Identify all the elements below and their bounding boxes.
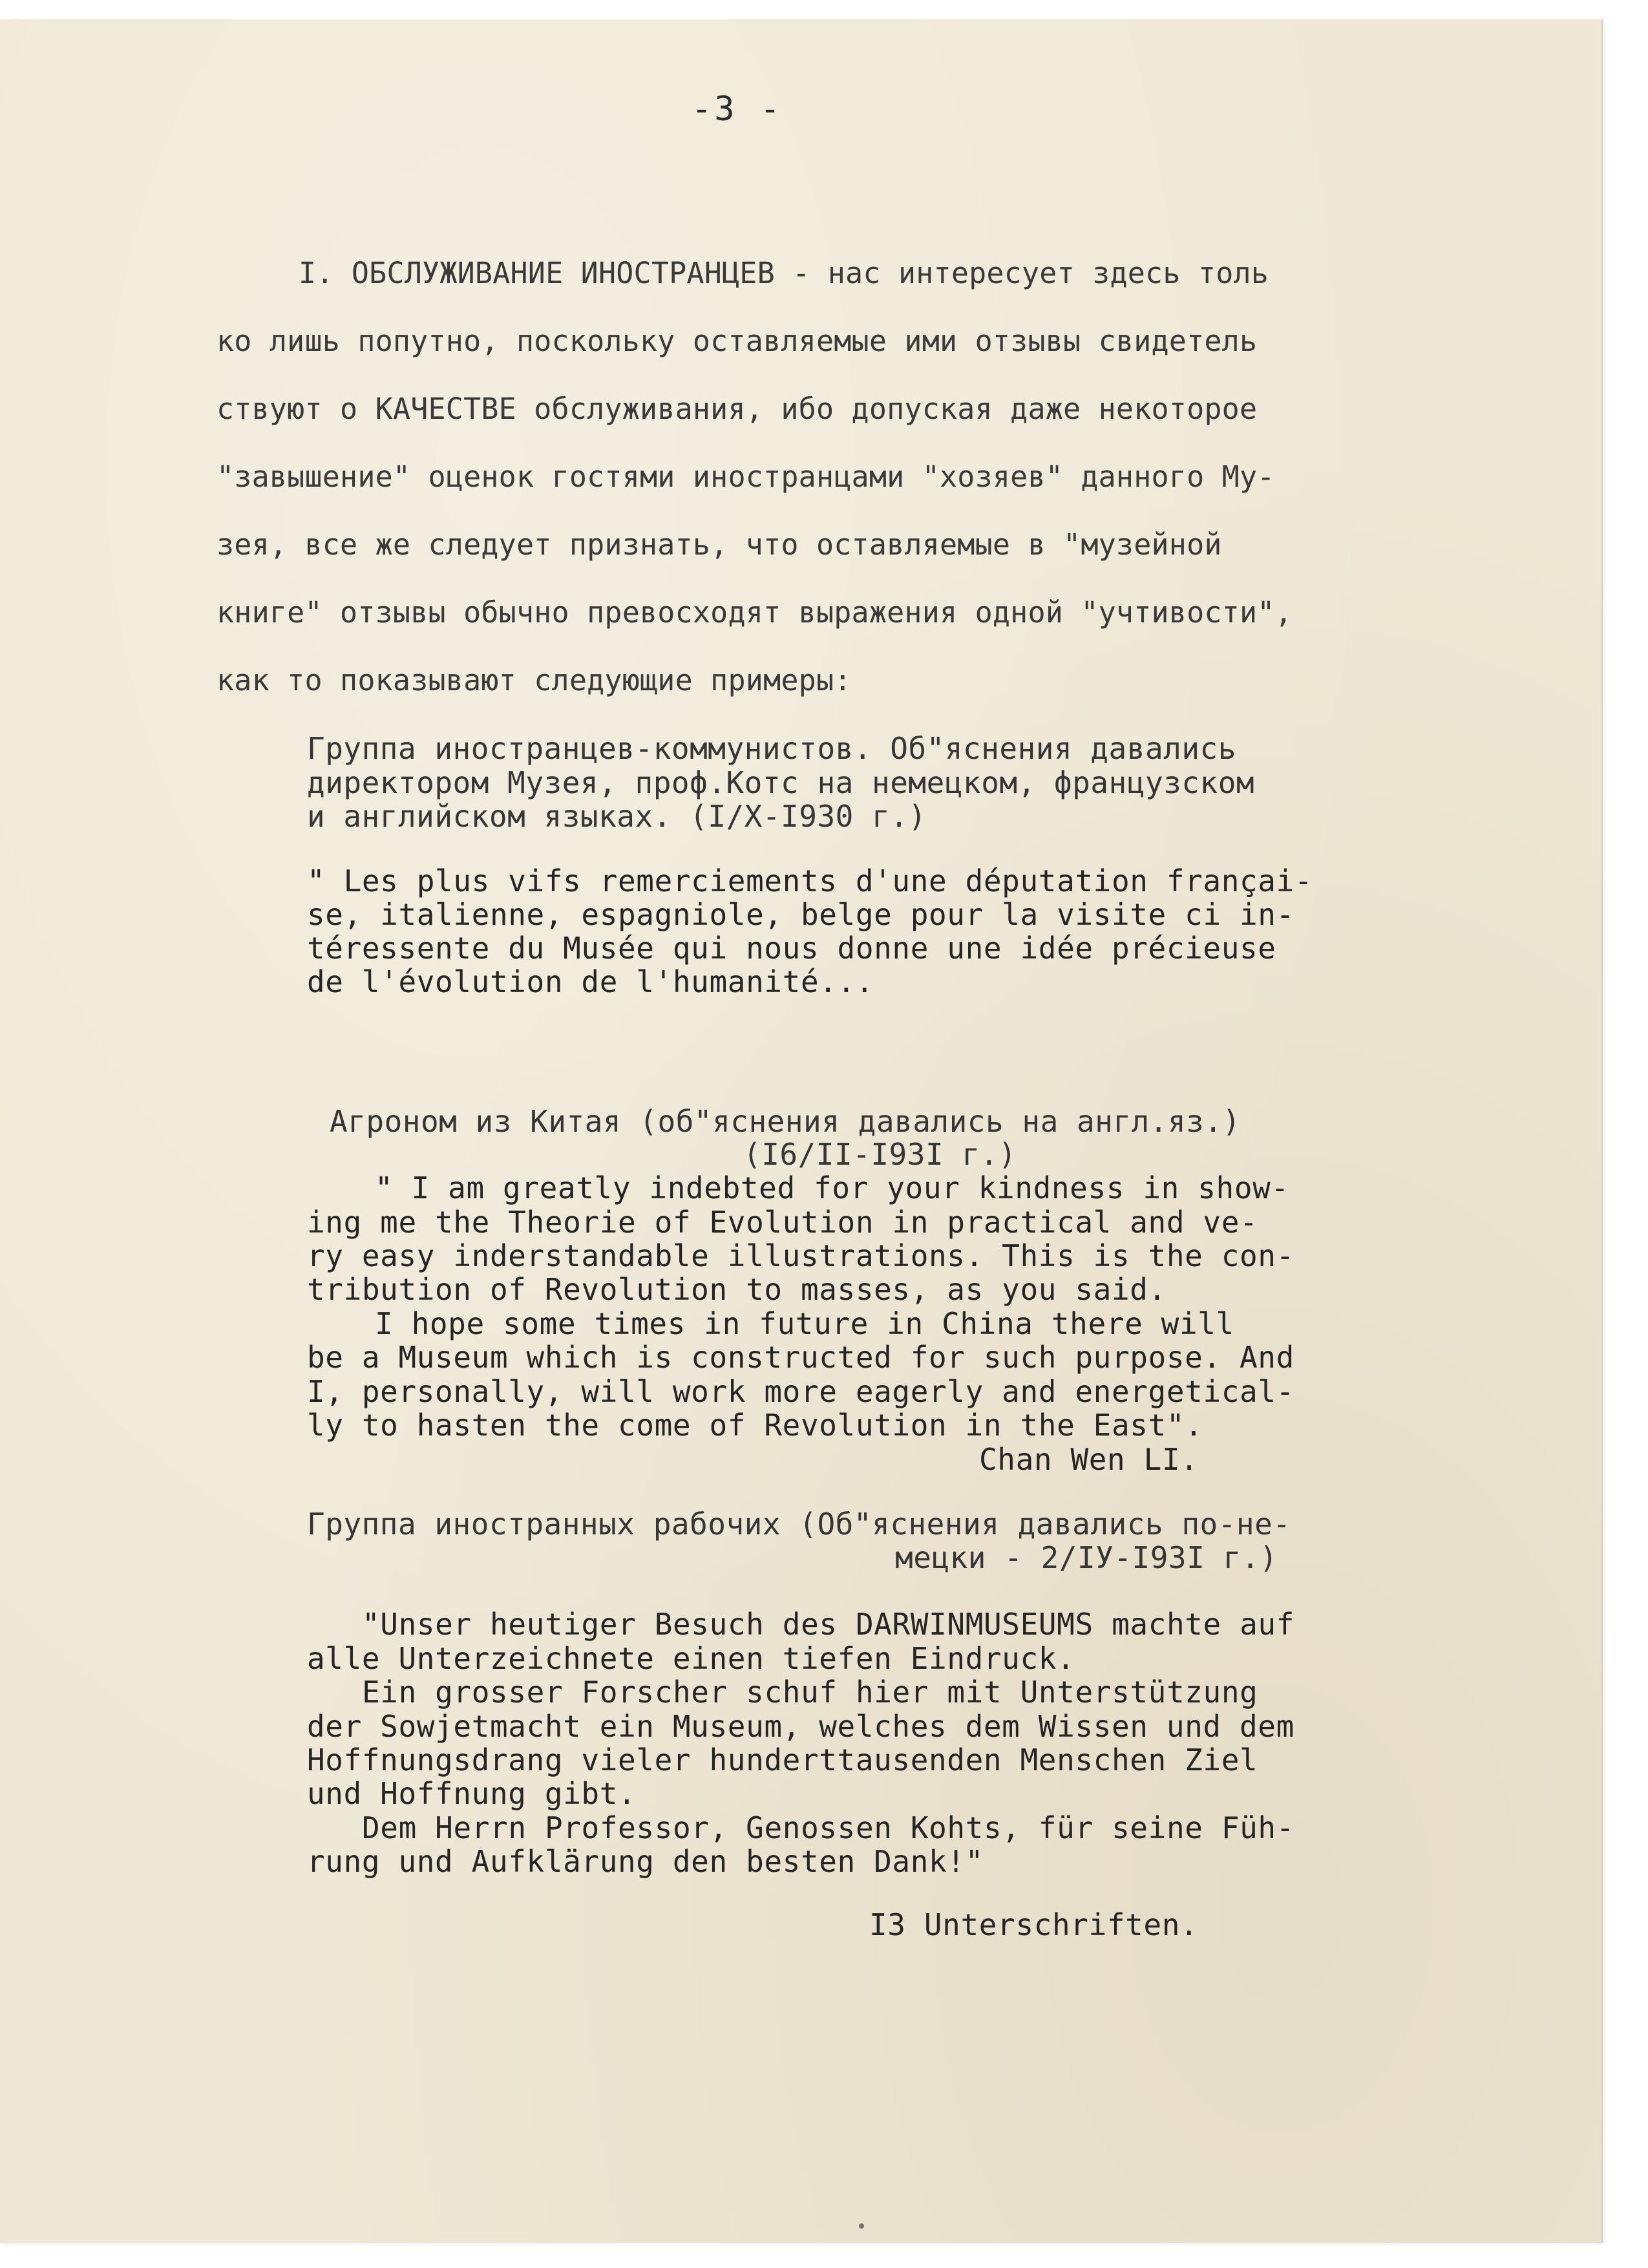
quote-line: " Les plus vifs remerciements d'une députation françai- (307, 864, 1313, 898)
quote-line: Ein grosser Forscher schuf hier mit Unterstützung (362, 1675, 1258, 1710)
paragraph-line: ко лишь попутно, поскольку оставляемые ими отзывы свидетель (217, 324, 1258, 358)
quote-line: téressente du Musée qui nous donne une idée précieuse (307, 931, 1276, 966)
quote-line: Dem Herrn Professor, Genossen Kohts, für seine Füh- (362, 1810, 1295, 1845)
quote-line: de l'évolution de l'humanité... (307, 964, 874, 999)
signature: I3 Unterschriften. (869, 1907, 1199, 1942)
page-number: -3 - (692, 90, 783, 129)
quote-line: alle Unterzeichnete einen tiefen Eindruck. (307, 1641, 1075, 1676)
entry-header-line: (I6/II-I93I г.) (743, 1137, 1017, 1172)
quote-line: ry easy inderstandable illustrations. This is the con- (307, 1238, 1294, 1273)
signature: Chan Wen LI. (979, 1442, 1199, 1477)
paragraph-line: книге" отзывы обычно превосходят выражения одной "учтивости", (217, 595, 1293, 630)
paragraph-line: зея, все же следует признать, что оставляемые в "музейной (217, 527, 1222, 562)
entry-header-line: Группа иностранцев-коммунистов. Об"яснения давались (307, 731, 1236, 766)
quote-line: Hoffnungsdrang vieler hunderttausenden Menschen Ziel (307, 1743, 1258, 1777)
quote-line: I hope some times in future in China there will (375, 1306, 1234, 1341)
entry-header-line: и английском языках. (I/X-I930 г.) (307, 799, 927, 834)
quote-line: tribution of Revolution to masses, as you said. (307, 1272, 1167, 1307)
entry-header-line: Агроном из Китая (об"яснения давались на англ.яз.) (330, 1104, 1241, 1139)
quote-line: ly to hasten the come of Revolution in the East". (307, 1408, 1203, 1443)
ink-speck (859, 2223, 864, 2229)
quote-line: se, italienne, espagniole, belge pour la visite ci in- (307, 897, 1294, 932)
paragraph-line: "завышение" оценок гостями иностранцами "хозяев" данного Му- (217, 460, 1275, 494)
quote-line: und Hoffnung gibt. (307, 1776, 637, 1811)
quote-line: der Sowjetmacht ein Museum, welches dem Wissen und dem (307, 1709, 1294, 1744)
entry-header-line: Группа иностранных рабочих (Об"яснения давались по-не- (307, 1507, 1291, 1542)
quote-line: I, personally, will work more eagerly and energetical- (307, 1374, 1294, 1409)
paragraph-line: I. ОБСЛУЖИВАНИЕ ИНОСТРАНЦЕВ - нас интересует здесь толь (299, 256, 1269, 290)
quote-line: rung und Aufklärung den besten Dank!" (307, 1844, 984, 1879)
paragraph-line: ствуют о КАЧЕСТВЕ обслуживания, ибо допуская даже некоторое (217, 392, 1258, 426)
quote-line: "Unser heutiger Besuch des DARWINMUSEUMS machte auf (362, 1607, 1295, 1642)
quote-line: ing me the Theorie of Evolution in practical and ve- (307, 1205, 1258, 1240)
paragraph-line: как то показывают следующие примеры: (217, 663, 852, 697)
entry-header-line: директором Музея, проф.Котс на немецком, французском (307, 765, 1255, 800)
entry-header-line: мецки - 2/IУ-I93I г.) (895, 1540, 1278, 1575)
quote-line: " I am greatly indebted for your kindness in show- (375, 1171, 1289, 1205)
quote-line: be a Museum which is constructed for such purpose. And (307, 1340, 1294, 1375)
